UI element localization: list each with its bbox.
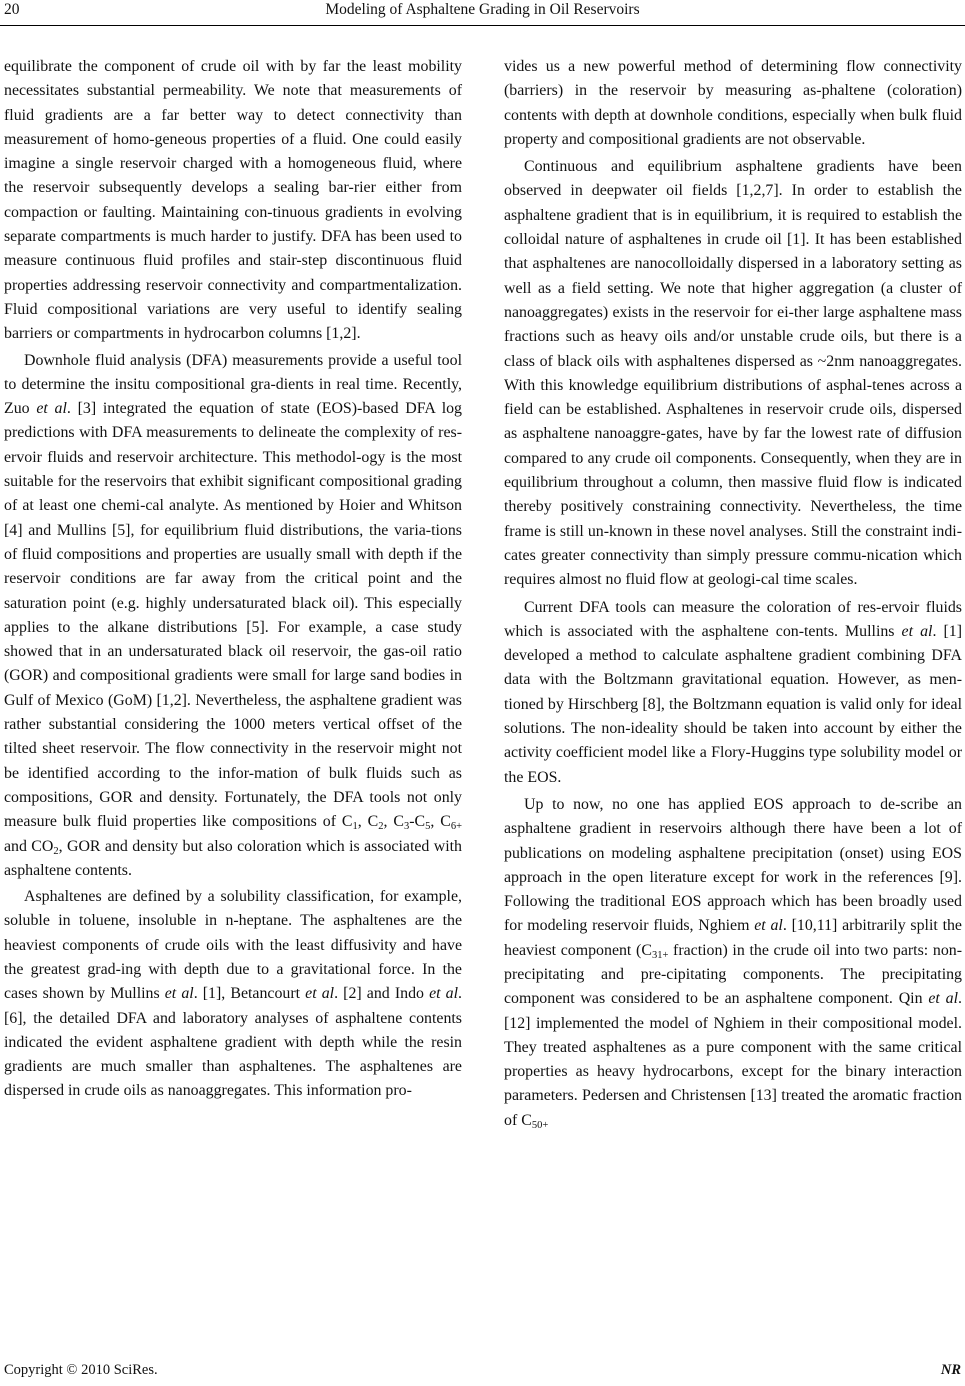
paragraph: vides us a new powerful method of determining flow connectivity (barriers) in the reservoir by measuring as-phaltene (coloration) contents with depth at downhole conditions, especially when bulk fluid property and compositional gradients are not observable. xyxy=(504,58,962,148)
paragraph: Downhole fluid analysis (DFA) measurements provide a useful tool to determine the insitu compositional gra-dients in real time. Recently, Zuo et al. [3] integrated the equation of state (EOS)-based DFA log predictions with DFA measurements to delineate the complexity of res-ervoir fluids and reservoir architecture. This methodol-ogy is the most suitable for the reservoirs that exhibit significant compositional grading of at least one chemi-cal analyte. As mentioned by Hoier and Whitson [4] and Mullins [5], for equilibrium fluid distributions, the varia-tions of fluid compositions and properties are usually small with depth if the reservoir conditions are far away from the critical point and the saturation point (e.g. highly undersaturated black oil). This especially applies to the alkane distributions [5]. For example, a case study showed that in an undersaturated black oil reservoir, the gas-oil ratio (GOR) and compositional gradients were small for large sand bodies in Gulf of Mexico (GoM) [1,2]. Nevertheless, the asphaltene gradient was rather substantial considering the 1000 meters vertical offset of the tilted sheet reservoir. The flow connectivity in the reservoir might not be identified according to the infor-mation of bulk fluids such as compositions, GOR and density. Fortunately, the DFA tools not only measure bulk fluid properties like compositions of $C_1$, $C_2$, $C_3-C_5$, $C_{6+}$ and $CO_2$, GOR and density but also coloration which is associated with asphaltene contents. xyxy=(4,351,463,879)
header-rule xyxy=(0,25,965,26)
page-number: 20 xyxy=(4,1,20,18)
running-title: Modeling of Asphaltene Grading in Oil Reservoirs xyxy=(325,1,640,18)
right-column xyxy=(504,55,962,1133)
left-column xyxy=(4,55,462,1104)
paragraph: equilibrate the component of crude oil with by far the least mobility necessitates substantial permeability. We note that measurements of fluid gradients are a far better way to detect connectivity than measurement of homo-geneous properties of a fluid. One could easily imagine a single reservoir charged with a homogeneous fluid, where the reservoir subsequently develops a sealing bar-rier either from compaction or faulting. Maintaining con-tinuous gradients in evolving separate compartments is much harder to justify. DFA has been used to measure continuous fluid profiles and stair-step discontinuous fluid properties addressing reservoir connectivity and compartmentalization. Fluid compositional variations are very useful to identify sealing barriers or compartments in hydrocarbon columns [1,2]. xyxy=(4,58,462,343)
page-header xyxy=(0,0,965,28)
paragraph: Continuous and equilibrium asphaltene gradients have been observed in deepwater oil fields [1,2,7]. In order to establish the asphaltene gradient that is in equilibrium, it is required to establish the colloidal nature of asphaltenes in crude oil [1]. It has been established that asphaltenes are nanocolloidally dispersed in a laboratory setting as well as a field setting. We note that higher aggregation (a cluster of nanoaggregates) exists in the reservoir for ei-ther large asphaltene mass fractions such as heavy oils and/or unstable crude oils, but there is a class of black oils with asphaltenes dispersed as ~2nm nanoaggregates. With this knowledge equilibrium distributions of asphal-tenes across a field can be established. Asphaltenes in reservoir crude oils, dispersed as asphaltene nanoaggre-gates, have by far the lowest rate of diffusion compared to any crude oil components. Consequently, when they are in equilibrium throughout a column, then massive fluid flow is indicated thereby positively constraining connectivity. Nevertheless, the time frame is still un-known in these novel analyses. Still the constraint indi-cates greater connectivity than simply pressure commu-nication which requires almost no fluid flow at geologi-cal time scales. xyxy=(504,158,962,589)
page-footer xyxy=(0,1362,965,1386)
paragraph: Asphaltenes are defined by a solubility classification, for example, soluble in toluene, insoluble in n-heptane. The asphaltenes are the heaviest components of crude oils with the least diffusivity and have the greatest grad-ing with depth due to a gravitational force. In the cases shown by Mullins et al. [1], Betancourt et al. [2] and Indo et al. [6], the detailed DFA and laboratory analyses of asphaltene contents indicated the evident asphaltene gradient with depth while the resin gradients are much smaller than asphaltenes. The asphaltenes are dispersed in crude oils as nanoaggregates. This information pro- xyxy=(4,888,462,1100)
paragraph: Up to now, no one has applied EOS approach to de-scribe an asphaltene gradient in reservoirs although there have been a lot of publications on modeling asphaltene precipitation (onset) using EOS approach in the open literature except for work in the references [9]. Following the traditional EOS approach which has been broadly used for modeling reservoir fluids, Nghiem et al. [10,11] arbitrarily split the heaviest component ($C_{31+}$ fraction) in the crude oil into two parts: non-precipitating and pre-cipitating components. The precipitating component was considered to be an asphaltene component. Qin et al. [12] implemented the model of Nghiem in their compositional model. They treated asphaltenes as a pure component with the same critical properties as heavy hydrocarbons, except for the binary interaction parameters. Pedersen and Christensen [13] treated the aromatic fraction of $C_{50+}$ xyxy=(504,795,963,1131)
paragraph: Current DFA tools can measure the coloration of res-ervoir fluids which is associated with the asphaltene con-tents. Mullins et al. [1] developed a method to calculate asphaltene gradient combining DFA data with the Boltzmann gravitational equation. However, as men-tioned by Hirschberg [8], the Boltzmann equation is valid only for ideal solutions. The non-ideality should be taken into account by either the activity coefficient model like a Flory-Huggins type solubility model or the EOS. xyxy=(504,598,962,786)
copyright-notice: Copyright © 2010 SciRes. xyxy=(4,1362,158,1378)
journal-abbreviation: NR xyxy=(940,1362,961,1378)
